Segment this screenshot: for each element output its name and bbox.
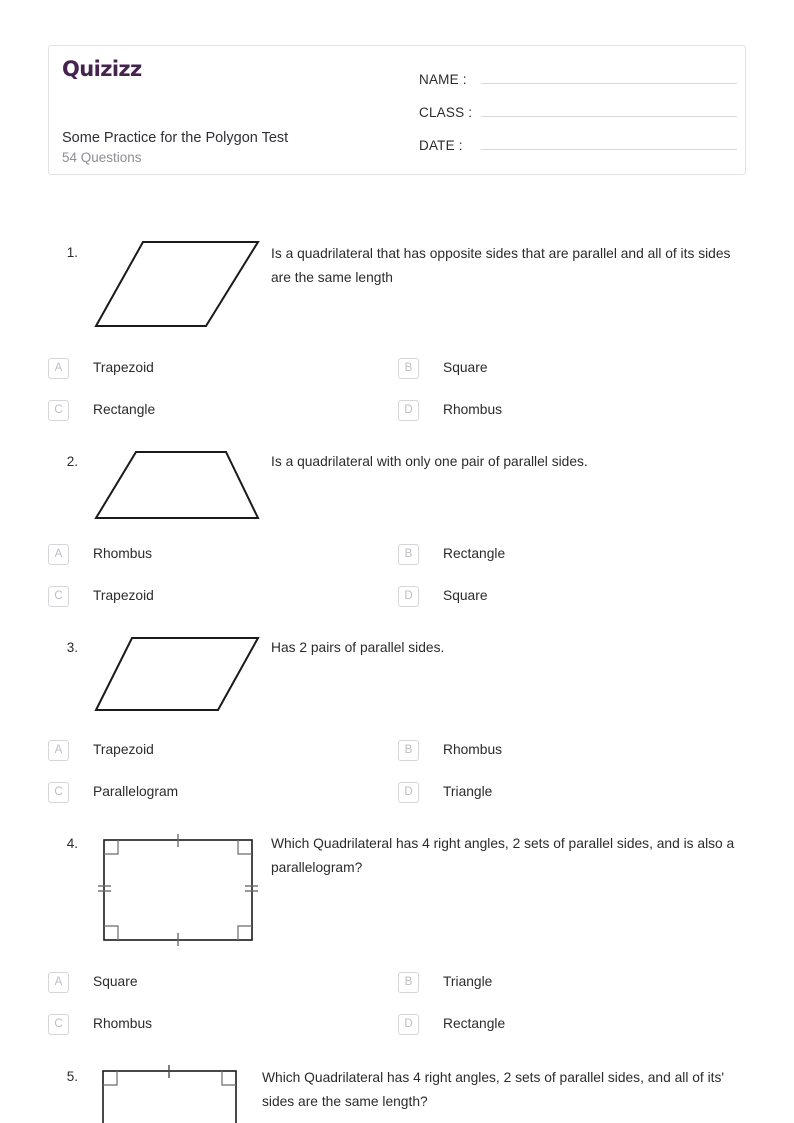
option-letter-badge: D (398, 586, 419, 607)
option-letter-badge: C (48, 400, 69, 421)
option-label: Rhombus (93, 546, 153, 561)
answer-options (48, 357, 748, 441)
option-label: Rhombus (93, 1016, 153, 1031)
option-label: Rectangle (93, 402, 156, 417)
question-text: Which Quadrilateral has 4 right angles, 2 sets of parallel sides, and all of its' sides are the same length? (262, 1070, 725, 1109)
option-d[interactable] (398, 585, 748, 607)
question-figure-parallelogram (90, 240, 265, 335)
option-letter-badge: A (48, 972, 69, 993)
question-text: Has 2 pairs of parallel sides. (271, 640, 445, 655)
worksheet-header-card (48, 45, 746, 175)
option-letter-badge: A (48, 358, 69, 379)
option-row (48, 1013, 748, 1055)
rectangle-shape-with-marks (96, 832, 266, 947)
option-row (48, 739, 748, 781)
option-a[interactable] (48, 739, 398, 761)
option-label: Parallelogram (93, 784, 179, 799)
option-label: Triangle (443, 784, 493, 799)
option-letter-badge: B (398, 740, 419, 761)
question-text: Which Quadrilateral has 4 right angles, 2 sets of parallel sides, and is also a parallelogram? (271, 836, 735, 875)
option-letter-badge: A (48, 544, 69, 565)
option-b[interactable] (398, 357, 748, 379)
option-c[interactable] (48, 585, 398, 607)
option-letter-badge: B (398, 972, 419, 993)
option-letter-badge: A (48, 740, 69, 761)
option-letter-badge: B (398, 544, 419, 565)
question-number: 5. (66, 1069, 78, 1084)
option-label: Square (443, 588, 488, 603)
option-c[interactable] (48, 399, 398, 421)
question-figure-square (96, 1064, 246, 1123)
parallelogram-shape (90, 240, 265, 335)
question-number: 2. (66, 454, 78, 469)
class-field-row (419, 99, 737, 132)
option-label: Trapezoid (93, 588, 154, 603)
option-label: Trapezoid (93, 742, 154, 757)
date-input[interactable] (481, 132, 737, 150)
option-letter-badge: D (398, 400, 419, 421)
question-figure-trapezoid (90, 448, 265, 528)
question-number: 3. (66, 640, 78, 655)
header-branding (62, 56, 412, 82)
option-label: Square (93, 974, 138, 989)
option-label: Rectangle (443, 1016, 506, 1031)
option-letter-badge: D (398, 1014, 419, 1035)
option-label: Rhombus (443, 742, 503, 757)
question-count: 54 Questions (62, 150, 142, 165)
student-info-fields (419, 66, 737, 165)
option-b[interactable] (398, 739, 748, 761)
option-label: Trapezoid (93, 360, 154, 375)
class-input[interactable] (481, 99, 737, 117)
option-label: Square (443, 360, 488, 375)
trapezoid-shape (90, 448, 265, 528)
option-a[interactable] (48, 971, 398, 993)
option-row (48, 781, 748, 823)
option-letter-badge: D (398, 782, 419, 803)
option-letter-badge: C (48, 586, 69, 607)
question-number: 4. (66, 836, 78, 851)
option-d[interactable] (398, 1013, 748, 1035)
question-figure-parallelogram (90, 634, 265, 719)
option-a[interactable] (48, 543, 398, 565)
option-d[interactable] (398, 399, 748, 421)
question-figure-rectangle (96, 832, 266, 947)
option-b[interactable] (398, 971, 748, 993)
question-text: Is a quadrilateral that has opposite sides that are parallel and all of its sides are the same length (271, 246, 731, 285)
option-row (48, 357, 748, 399)
option-c[interactable] (48, 1013, 398, 1035)
answer-options (48, 971, 748, 1055)
name-input[interactable] (481, 66, 737, 84)
question-text: Is a quadrilateral with only one pair of parallel sides. (271, 454, 588, 469)
option-c[interactable] (48, 781, 398, 803)
option-a[interactable] (48, 357, 398, 379)
answer-options (48, 739, 748, 823)
answer-options (48, 543, 748, 627)
option-row (48, 971, 748, 1013)
option-b[interactable] (398, 543, 748, 565)
option-label: Rectangle (443, 546, 506, 561)
question-number: 1. (66, 245, 78, 260)
option-letter-badge: C (48, 782, 69, 803)
option-letter-badge: C (48, 1014, 69, 1035)
option-row (48, 585, 748, 627)
parallelogram-shape (90, 634, 265, 719)
option-label: Rhombus (443, 402, 503, 417)
option-d[interactable] (398, 781, 748, 803)
option-label: Triangle (443, 974, 493, 989)
date-field-label: DATE : (419, 138, 463, 153)
square-shape-with-marks (96, 1064, 246, 1123)
class-field-label: CLASS : (419, 105, 473, 120)
quizizz-logo: Quizizz (62, 57, 142, 81)
option-letter-badge: B (398, 358, 419, 379)
name-field-label: NAME : (419, 72, 467, 87)
date-field-row (419, 132, 737, 165)
page-title: Some Practice for the Polygon Test (62, 130, 289, 146)
option-row (48, 543, 748, 585)
name-field-row (419, 66, 737, 99)
option-row (48, 399, 748, 441)
